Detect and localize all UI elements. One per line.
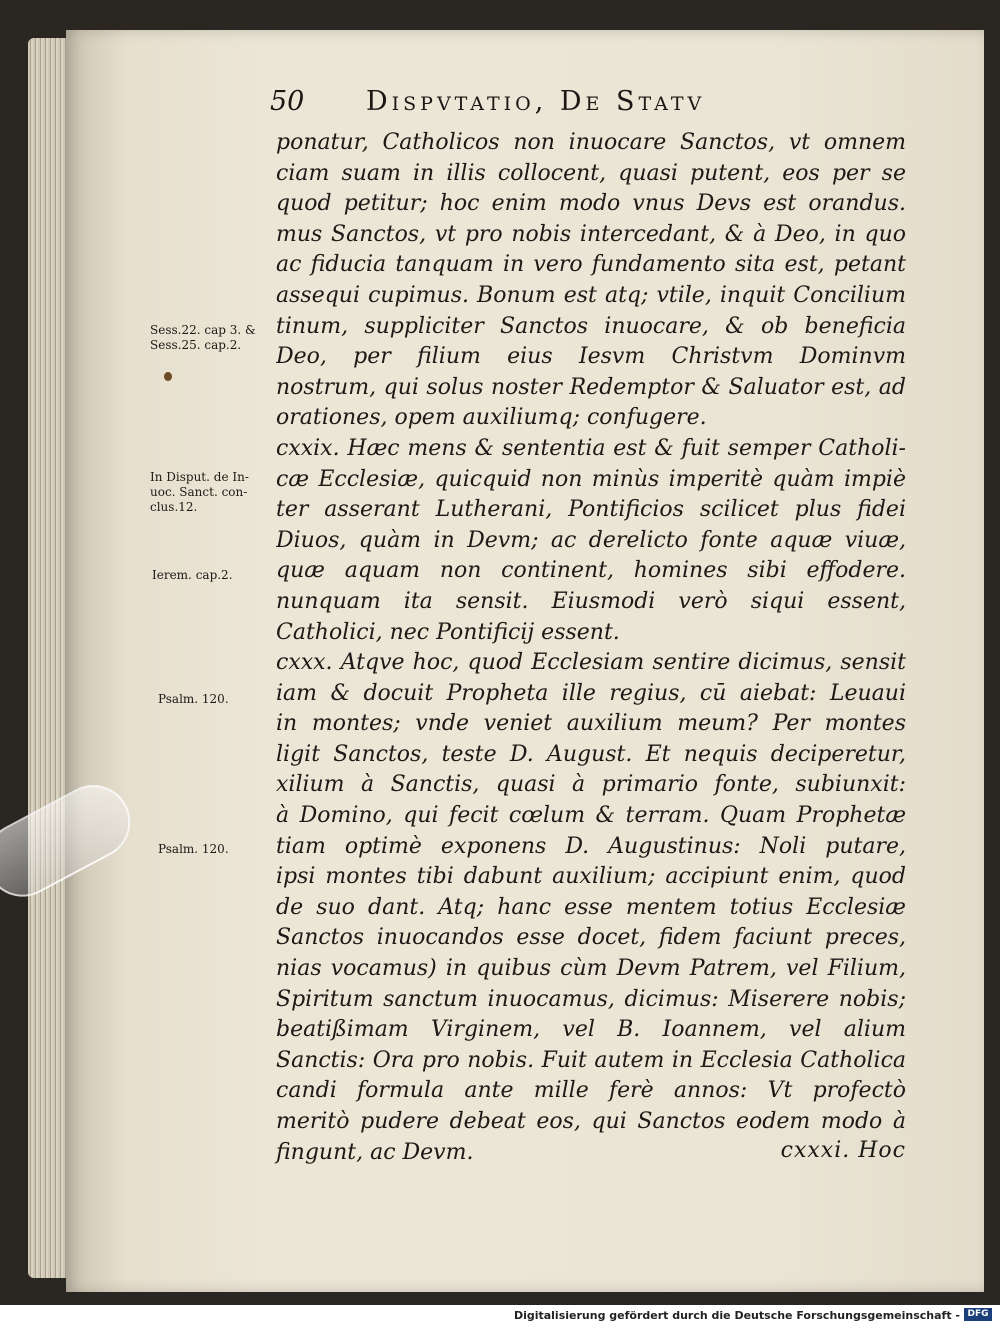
- text-line: nunquam ita sensit. Eiusmodi verò siqui essent,: [276, 588, 906, 614]
- paragraph-cxxix-start: cxxix. Hæc mens & sententia est & fuit semper Catholi-: [276, 435, 906, 461]
- text-line: candi formula ante mille ferè annos: Vt profectò: [276, 1078, 906, 1104]
- text-line: iam & docuit Propheta ille regius, cū aiebat: Leuaui: [276, 680, 906, 706]
- text-line: nias vocamus) in quibus cùm Devm Patrem, vel Filium,: [276, 956, 906, 982]
- text-line: ipsi montes tibi dabunt auxilium; accipiunt enim, quod: [276, 864, 906, 890]
- text-line: Catholici, nec Pontificij essent.: [276, 619, 620, 645]
- text-line: ponatur, Catholicos non inuocare Sanctos, vt omnem: [276, 130, 906, 155]
- footer-credit: Digitalisierung gefördert durch die Deutsche Forschungsgemeinschaft -: [513, 1309, 960, 1322]
- text-line: ac fiducia tanquam in vero fundamento sita est, petant: [276, 252, 906, 278]
- text-line: Diuos, quàm in Devm; ac derelicto fonte aquæ viuæ,: [276, 527, 906, 553]
- margin-note: Ierem. cap.2.: [152, 568, 233, 582]
- running-title: Dispvtatio, De Statv: [366, 86, 706, 117]
- book-page-edges: [28, 38, 68, 1278]
- margin-note: In Disput. de In-uoc. Sanct. con-clus.12.: [150, 470, 249, 514]
- text-line: orationes, opem auxiliumq; confugere.: [276, 405, 707, 431]
- page-number: 50: [270, 86, 305, 117]
- text-line: Sanctis: Ora pro nobis. Fuit autem in Ecclesia Catholica: [276, 1047, 906, 1073]
- text-line: cæ Ecclesiæ, quicquid non minùs imperitè quàm impiè: [276, 466, 906, 492]
- text-line: fingunt, ac Devm.: [276, 1139, 474, 1165]
- text-line: Spiritum sanctum inuocamus, dicimus: Miserere nobis;: [276, 986, 906, 1012]
- text-line: quod petitur; hoc enim modo vnus Devs est orandus.: [276, 191, 906, 217]
- dfg-logo: DFG: [964, 1308, 992, 1321]
- text-line: beatißimam Virginem, vel B. Ioannem, vel alium: [276, 1017, 906, 1043]
- text-line: tiam optimè exponens D. Augustinus: Noli putare,: [276, 833, 906, 859]
- text-line: nostrum, qui solus noster Redemptor & Saluator est, ad: [276, 374, 906, 400]
- text-line: tinum, suppliciter Sanctos inuocare, & ob beneficia: [276, 313, 906, 339]
- catchword: cxxxi. Hoc: [780, 1138, 906, 1163]
- margin-note: Psalm. 120.: [158, 842, 229, 856]
- text-line: Deo, per filium eius Iesvm Christvm Dominvm: [276, 344, 906, 370]
- text-line: à Domino, qui fecit cœlum & terram. Quam Prophetæ: [276, 803, 906, 829]
- text-line: mus Sanctos, vt pro nobis intercedant, & à Deo, in quo: [276, 221, 906, 247]
- paper-stain: [164, 372, 172, 381]
- text-line: quæ aquam non continent, homines sibi effodere.: [276, 558, 906, 584]
- text-line: Sanctos inuocandos esse docet, fidem faciunt preces,: [276, 925, 906, 951]
- text-line: de suo dant. Atq; hanc esse mentem totius Ecclesiæ: [276, 894, 906, 920]
- margin-note: Psalm. 120.: [158, 692, 229, 706]
- main-text-block: [276, 128, 906, 1168]
- text-line: meritò pudere debeat eos, qui Sanctos eodem modo à: [276, 1109, 906, 1134]
- margin-note: Sess.22. cap 3. & Sess.25. cap.2.: [150, 323, 256, 352]
- text-line: in montes; vnde veniet auxilium meum? Per montes: [276, 711, 906, 737]
- text-line: ciam suam in illis collocent, quasi putent, eos per se: [276, 160, 906, 186]
- text-line: ligit Sanctos, teste D. August. Et nequis deciperetur,: [276, 741, 906, 767]
- paragraph-cxxx-start: cxxx. Atqve hoc, quod Ecclesiam sentire dicimus, sensit: [276, 650, 906, 676]
- text-line: ter asserant Lutherani, Pontificios scilicet plus fidei: [276, 497, 906, 523]
- text-line: xilium à Sanctis, quasi à primario fonte, subiunxit:: [276, 772, 906, 798]
- text-line: assequi cupimus. Bonum est atq; vtile, inquit Concilium: [276, 282, 906, 308]
- page-header: [270, 86, 910, 126]
